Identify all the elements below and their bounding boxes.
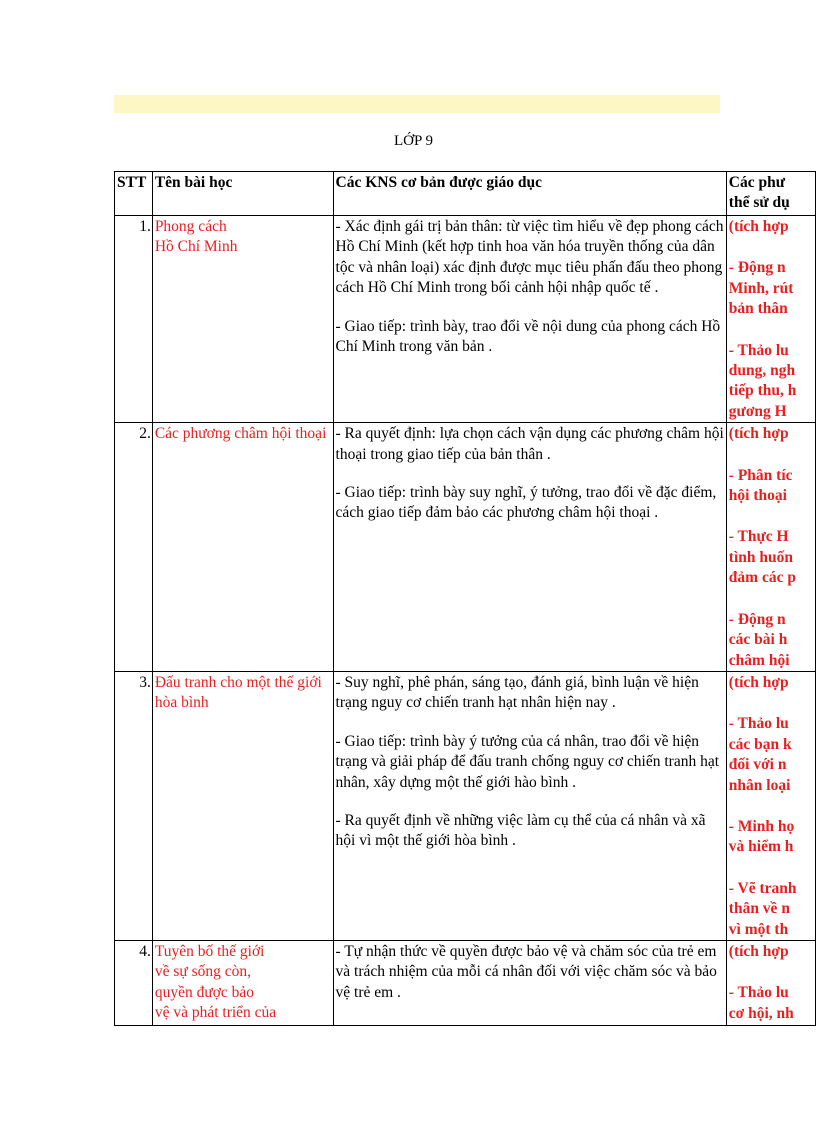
header-methods: Các phư thể sử dụ xyxy=(726,172,815,216)
skill-item: - Tự nhận thức về quyền được bảo vệ và chăm sóc của trẻ em và trách nhiệm của mỗi cá nhân đối với việc chăm sóc và bảo vệ trẻ em . xyxy=(335,942,717,1001)
table-row xyxy=(115,940,816,1025)
skill-item: - Giao tiếp: trình bày suy nghĩ, ý tưởng, trao đổi về đặc điểm, cách giao tiếp đảm bảo các phương châm hội thoại . xyxy=(335,484,717,522)
lesson-name: Phong cách Hồ Chí Minh xyxy=(152,216,333,423)
skill-item: - Giao tiếp: trình bày, trao đổi về nội dung của phong cách Hồ Chí Minh trong văn bản . xyxy=(335,317,721,356)
method-item: - Thảo lu dung, ngh tiếp thu, h gương H xyxy=(728,341,797,420)
method-item: - Vẽ tranh thân về n vì một th xyxy=(728,879,797,938)
skill-item: - Ra quyết định về những việc làm cụ thể của cá nhân và xã hội vì một thế giới hòa bình . xyxy=(335,811,706,850)
method-item: - Thảo lu cơ hội, nh xyxy=(728,984,794,1022)
lesson-name: Các phương châm hội thoại xyxy=(152,423,333,672)
methods-cell xyxy=(726,671,815,940)
skills-cell xyxy=(333,216,726,423)
method-item: - Động n Minh, rút bản thân xyxy=(728,259,794,318)
page-title: LỚP 9 xyxy=(394,133,434,149)
lesson-name: Đấu tranh cho một thế giới hòa bình xyxy=(152,671,333,940)
skills-cell xyxy=(333,423,726,672)
header-skills: Các KNS cơ bản được giáo dục xyxy=(333,172,726,216)
method-item: - Động n các bài h châm hội xyxy=(728,610,790,669)
skill-item: - Suy nghĩ, phê phán, sáng tạo, đánh giá, bình luận về hiện trạng nguy cơ chiến tranh hạt nhân hiện nay . xyxy=(335,673,699,712)
methods-cell xyxy=(726,940,815,1025)
method-item: (tích hợp xyxy=(728,425,789,443)
methods-cell xyxy=(726,423,815,672)
header-lesson: Tên bài học xyxy=(152,172,333,216)
highlight-bar xyxy=(114,95,720,113)
row-number: 3. xyxy=(115,671,153,940)
header-stt: STT xyxy=(115,172,153,216)
method-item: (tích hợp xyxy=(728,673,789,691)
row-number: 4. xyxy=(115,940,153,1025)
lesson-table xyxy=(114,171,816,1026)
table-header-row xyxy=(115,172,816,216)
methods-cell xyxy=(726,216,815,423)
method-item: (tích hợp xyxy=(728,942,789,960)
method-item: (tích hợp xyxy=(728,218,789,235)
table-row xyxy=(115,671,816,940)
row-number: 2. xyxy=(115,423,153,672)
table-row xyxy=(115,423,816,672)
skill-item: - Xác định gái trị bản thân: từ việc tìm hiểu về đẹp phong cách Hồ Chí Minh (kết hợp tinh hoa văn hóa truyền thống của dân tộc và nhân loại) xác định được mục tiêu phấn đấu theo phong cách Hồ Chí Minh trong bối cảnh hội nhập quốc tế . xyxy=(335,218,724,297)
skills-cell xyxy=(333,940,726,1025)
skill-item: - Ra quyết định: lựa chọn cách vận dụng các phương châm hội thoại trong giao tiếp của bản thân . xyxy=(335,425,724,463)
method-item: - Thực H tình huốn đảm các p xyxy=(728,528,796,587)
row-number: 1. xyxy=(115,216,153,423)
method-item: - Minh họ và hiểm h xyxy=(728,817,795,856)
lesson-name: Tuyên bố thế giới về sự sống còn, quyền được bảo vệ và phát triển của xyxy=(152,940,333,1025)
method-item: - Thảo lu các bạn k đối với n nhân loại xyxy=(728,715,792,794)
skills-cell xyxy=(333,671,726,940)
skill-item: - Giao tiếp: trình bày ý tưởng của cá nhân, trao đổi về hiện trạng và giải pháp để đấu tranh chống nguy cơ chiến tranh hạt nhân, xây dựng một thế giới hào bình . xyxy=(335,732,720,791)
method-item: - Phân tíc hội thoại xyxy=(728,466,793,505)
table-row xyxy=(115,216,816,423)
